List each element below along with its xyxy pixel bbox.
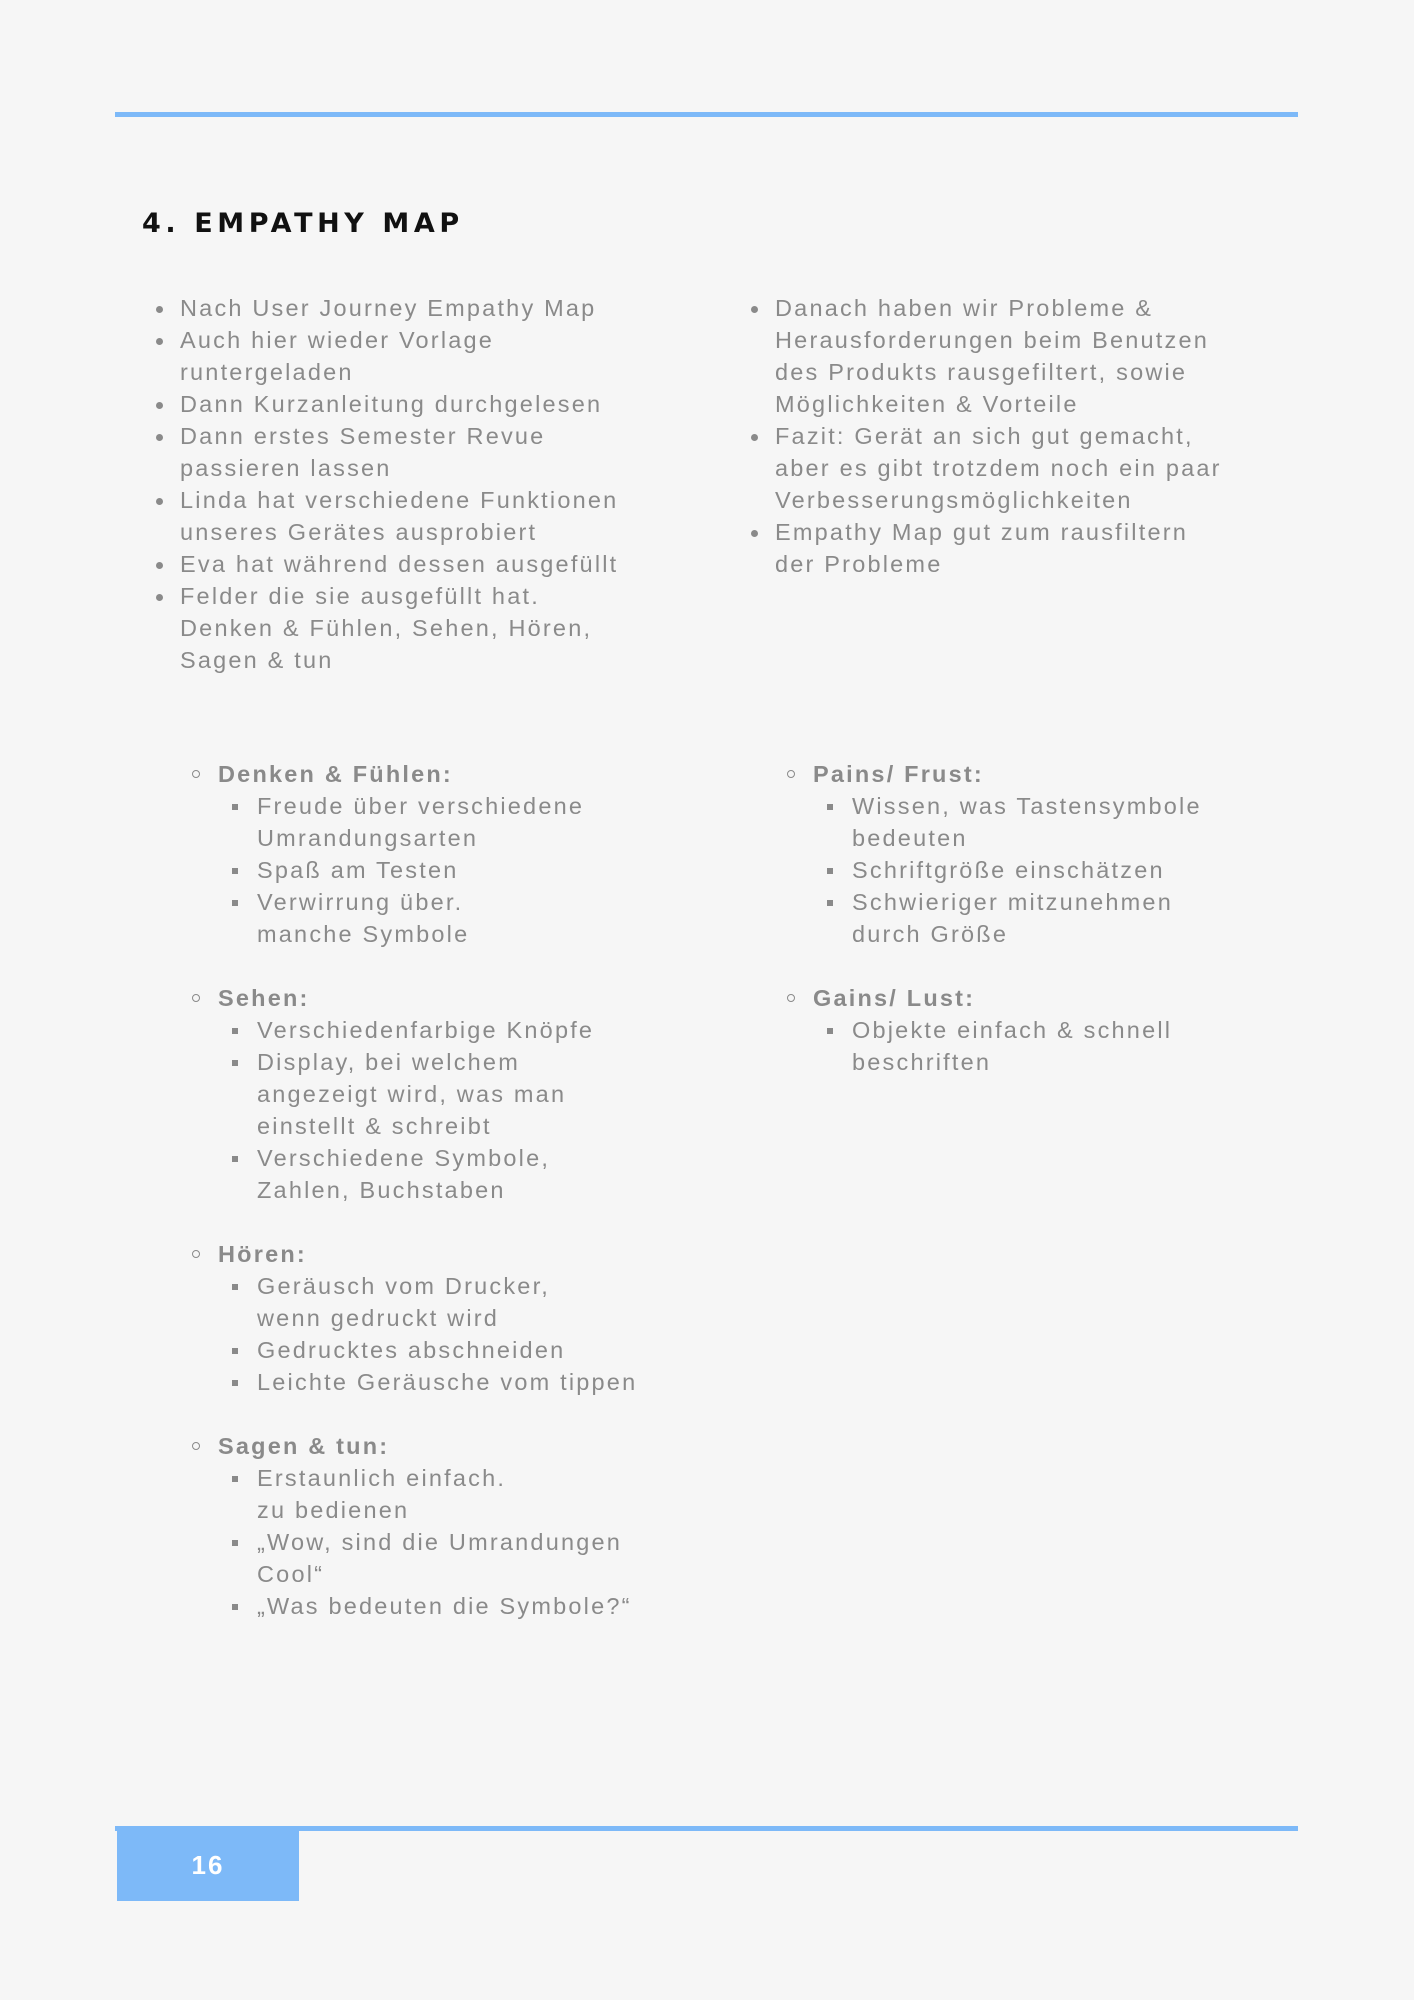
list-item [218,1590,720,1622]
bullet-list [737,292,1297,580]
list-item [813,1014,1315,1078]
list-item [813,854,1315,886]
list-item [218,1046,720,1142]
text-line: Fazit: Gerät an sich gut gemacht, [775,423,1194,449]
text-line: aber es gibt trotzdem noch ein paar [775,455,1222,481]
text-line: Freude über verschiedene [257,793,585,819]
list-item [218,1462,720,1526]
text-line: Cool“ [257,1561,325,1587]
sub-bullet-list [180,1462,720,1622]
text-line: Dann erstes Semester Revue [180,423,546,449]
text-line: Wissen, was Tastensymbole [852,793,1202,819]
text-line: Spaß am Testen [257,857,459,883]
list-item [218,1334,720,1366]
sub-bullet-list [775,790,1315,950]
text-line: runtergeladen [180,359,354,385]
text-line: Möglichkeiten & Vorteile [775,391,1079,417]
list-item [813,790,1315,854]
text-line: Verbesserungsmöglichkeiten [775,487,1133,513]
text-line: manche Symbole [257,921,470,947]
text-line: Leichte Geräusche vom tippen [257,1369,638,1395]
empathy-section [180,758,720,950]
page-number: 16 [117,1829,299,1901]
list-item [737,292,1297,420]
text-line: passieren lassen [180,455,392,481]
page-title: 4. EMPATHY MAP [142,208,464,239]
section-heading: Sehen: [180,982,720,1014]
text-line: Empathy Map gut zum rausfiltern [775,519,1189,545]
bullet-list [142,292,682,676]
empathy-section [775,982,1315,1078]
text-line: Zahlen, Buchstaben [257,1177,506,1203]
text-line: „Was bedeuten die Symbole?“ [257,1593,632,1619]
text-line: Schwieriger mitzunehmen [852,889,1173,915]
sub-bullet-list [180,1014,720,1206]
text-line: Denken & Fühlen, Sehen, Hören, [180,615,593,641]
text-line: wenn gedruckt wird [257,1305,500,1331]
text-line: des Produkts rausgefiltert, sowie [775,359,1188,385]
intro-list-right [737,292,1297,580]
list-item [142,548,682,580]
empathy-section [180,1430,720,1622]
list-item [813,886,1315,950]
sub-bullet-list [775,1014,1315,1078]
text-line: „Wow, sind die Umrandungen [257,1529,623,1555]
text-line: Eva hat während dessen ausgefüllt [180,551,619,577]
text-line: unseres Gerätes ausprobiert [180,519,538,545]
top-rule [115,112,1298,117]
list-item [218,1526,720,1590]
list-item [218,1014,720,1046]
empathy-section [180,1238,720,1398]
section-heading: Hören: [180,1238,720,1270]
intro-list-left [142,292,682,676]
text-line: Linda hat verschiedene Funktionen [180,487,619,513]
text-line: der Probleme [775,551,943,577]
text-line: beschriften [852,1049,992,1075]
list-item [218,1366,720,1398]
text-line: Schriftgröße einschätzen [852,857,1165,883]
section-heading: Denken & Fühlen: [180,758,720,790]
list-item [218,1142,720,1206]
empathy-section [180,982,720,1206]
list-item [737,420,1297,516]
empathy-section [775,758,1315,950]
empathy-sections-right [775,758,1315,1110]
list-item [218,886,720,950]
text-line: zu bedienen [257,1497,410,1523]
list-item [142,388,682,420]
text-line: angezeigt wird, was man [257,1081,567,1107]
text-line: Sagen & tun [180,647,334,673]
sub-bullet-list [180,790,720,950]
section-heading: Pains/ Frust: [775,758,1315,790]
list-item [737,516,1297,580]
list-item [218,790,720,854]
list-item [142,324,682,388]
text-line: Objekte einfach & schnell [852,1017,1173,1043]
list-item [142,420,682,484]
text-line: einstellt & schreibt [257,1113,492,1139]
text-line: Dann Kurzanleitung durchgelesen [180,391,603,417]
text-line: Auch hier wieder Vorlage [180,327,495,353]
list-item [142,292,682,324]
list-item [142,580,682,676]
section-heading: Gains/ Lust: [775,982,1315,1014]
text-line: Display, bei welchem [257,1049,520,1075]
text-line: Geräusch vom Drucker, [257,1273,551,1299]
text-line: Danach haben wir Probleme & [775,295,1154,321]
section-heading: Sagen & tun: [180,1430,720,1462]
text-line: Felder die sie ausgefüllt hat. [180,583,540,609]
text-line: Verschiedenfarbige Knöpfe [257,1017,595,1043]
list-item [142,484,682,548]
text-line: bedeuten [852,825,968,851]
text-line: Nach User Journey Empathy Map [180,295,597,321]
text-line: Verschiedene Symbole, [257,1145,551,1171]
list-item [218,854,720,886]
text-line: Verwirrung über. [257,889,464,915]
text-line: durch Größe [852,921,1009,947]
text-line: Gedrucktes abschneiden [257,1337,566,1363]
text-line: Umrandungsarten [257,825,479,851]
sub-bullet-list [180,1270,720,1398]
text-line: Herausforderungen beim Benutzen [775,327,1209,353]
text-line: Erstaunlich einfach. [257,1465,507,1491]
empathy-sections-left [180,758,720,1654]
list-item [218,1270,720,1334]
